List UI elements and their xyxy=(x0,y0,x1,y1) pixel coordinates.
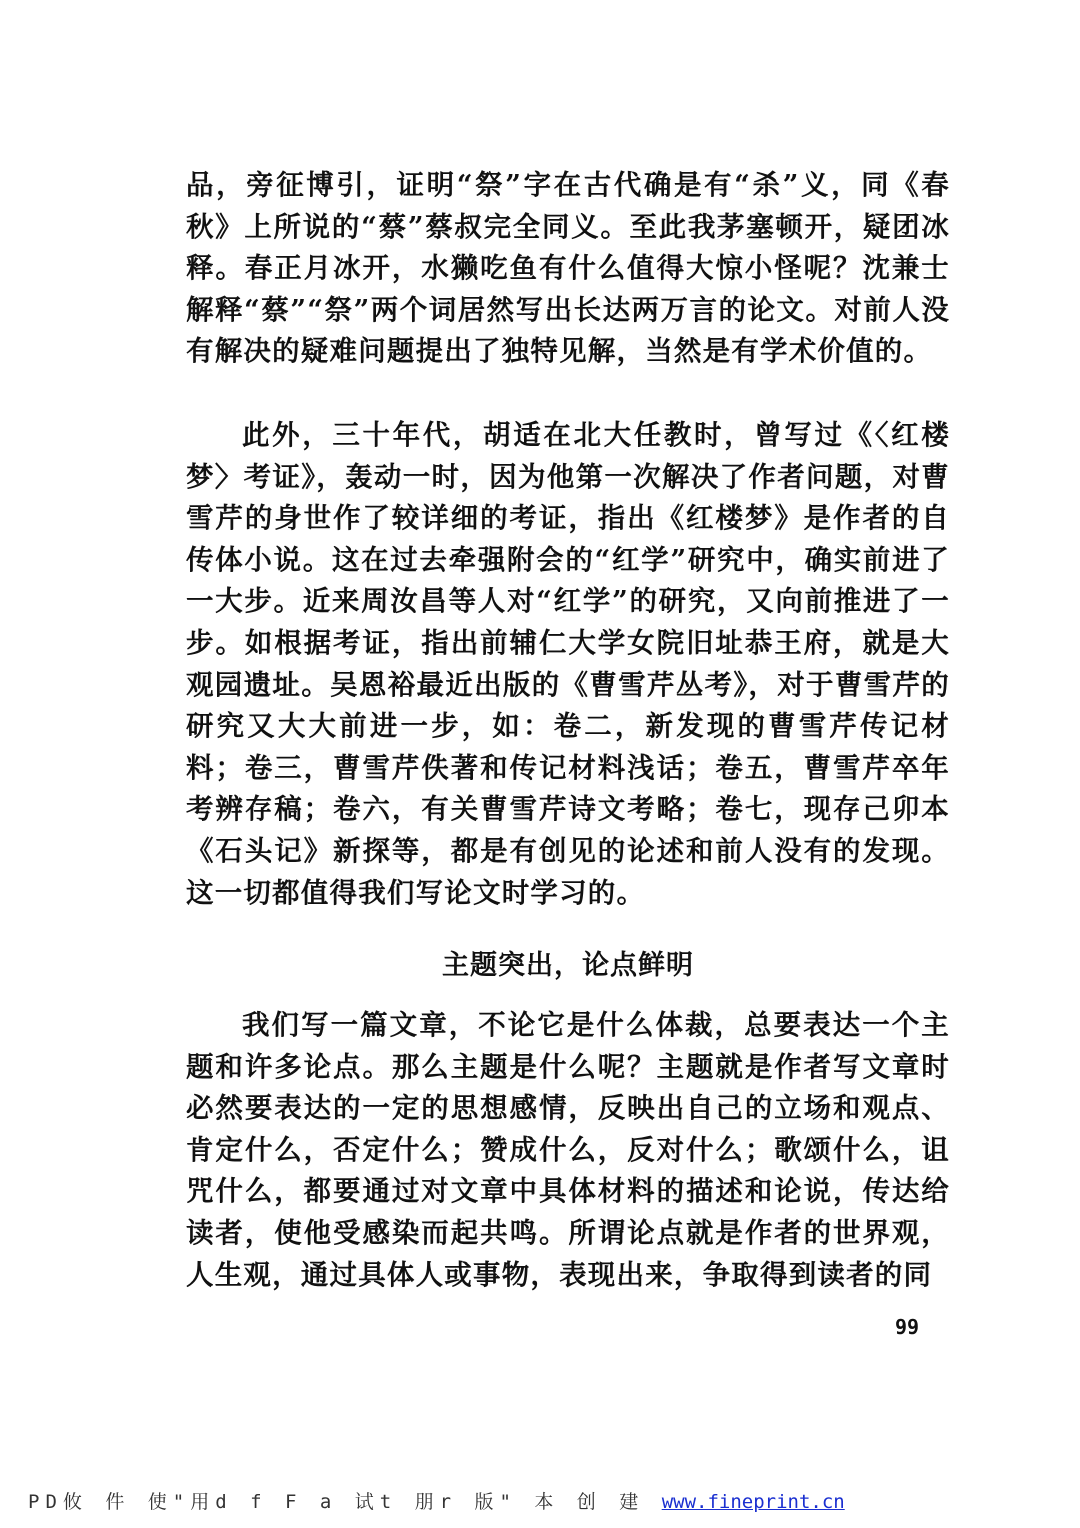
body-paragraph-3 xyxy=(186,1005,950,1296)
paragraph-text: 我们写一篇文章，不论它是什么体裁，总要表达一个主题和许多论点。那么主题是什么呢？主题就是作者写文章时必然要表达的一定的思想感情，反映出自己的立场和观点、肯定什么，否定什么；赞成什么，反对什么；歌颂什么，诅咒什么，都要通过对文章中具体材料的描述和论说，传达给读者，使他受感染而起共鸣。所谓论点就是作者的世界观，人生观，通过具体人或事物，表现出来，争取得到读者的同 xyxy=(186,1009,950,1291)
watermark-text: PD攸 件 使"用d f F a 试t 朋r 版" 本 创 建 xyxy=(28,1491,645,1513)
body-paragraph-2 xyxy=(186,415,950,914)
page-number: 99 xyxy=(895,1315,920,1339)
paragraph-text: 此外，三十年代，胡适在北大任教时，曾写过《〈红楼梦〉考证》，轰动一时，因为他第一次解决了作者问题，对曹雪芹的身世作了较详细的考证，指出《红楼梦》是作者的自传体小说。这在过去牵强附会的“红学”研究中，确实前进了一大步。近来周汝昌等人对“红学”的研究，又向前推进了一步。如根据考证，指出前辅仁大学女院旧址恭王府，就是大观园遗址。吴恩裕最近出版的《曹雪芹丛考》，对于曹雪芹的研究又大大前进一步，如：卷二，新发现的曹雪芹传记材料；卷三，曹雪芹佚著和传记材料浅话；卷五，曹雪芹卒年考辨存稿；卷六，有关曹雪芹诗文考略；卷七，现存己卯本《石头记》新探等，都是有创见的论述和前人没有的发现。这一切都值得我们写论文时学习的。 xyxy=(186,419,950,909)
pdf-watermark xyxy=(28,1487,845,1514)
body-paragraph-1 xyxy=(186,165,950,373)
section-heading: 主题突出，论点鲜明 xyxy=(442,950,694,981)
paragraph-text: 品，旁征博引，证明“祭”字在古代确是有“杀”义，同《春秋》上所说的“蔡”蔡叔完全同义。至此我茅塞顿开，疑团冰释。春正月冰开，水獭吃鱼有什么值得大惊小怪呢？沈兼士解释“蔡”“祭”两个词居然写出长达两万言的论文。对前人没有解决的疑难问题提出了独特见解，当然是有学术价值的。 xyxy=(186,169,950,368)
watermark-link[interactable]: www.fineprint.cn xyxy=(661,1491,845,1513)
